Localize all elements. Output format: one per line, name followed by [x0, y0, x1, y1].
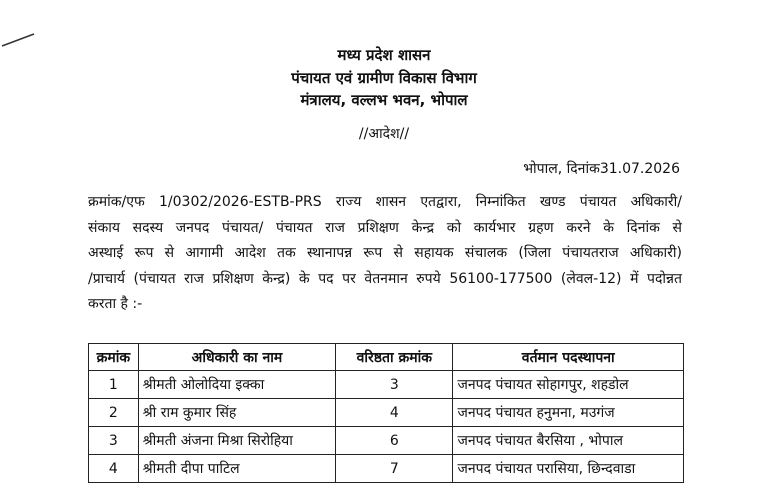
header-officer-name: अधिकारी का नाम	[138, 344, 335, 371]
cell-serial: 1	[89, 371, 139, 399]
header-address: मंत्रालय, वल्लभ भवन, भोपाल	[300, 91, 468, 109]
cell-seniority: 6	[336, 427, 453, 455]
cell-officer-name: श्रीमती दीपा पाटिल	[138, 455, 335, 483]
table-row	[89, 399, 684, 427]
cell-officer-name: श्रीमती ओलोदिया इक्का	[138, 371, 335, 399]
body-line: करता है :-	[88, 296, 143, 312]
header-department: पंचायत एवं ग्रामीण विकास विभाग	[291, 69, 477, 87]
cell-seniority: 7	[336, 455, 453, 483]
table-row	[89, 371, 684, 399]
body-line: क्रमांक/एफ 1/0302/2026-ESTB-PRS राज्य शासन एतद्वारा, निम्नांकित खण्ड पंचायत अधिकारी/	[88, 194, 682, 210]
body-line: अस्थाई रूप से आगामी आदेश तक स्थानापन्न रूप से सहायक संचालक (जिला पंचायतराज अधिकारी)	[88, 245, 682, 261]
officer-table	[88, 343, 684, 483]
order-label: //आदेश//	[358, 126, 410, 142]
cell-posting: जनपद पंचायत परासिया, छिन्दवाडा	[453, 455, 684, 483]
body-line: संकाय सदस्य जनपद पंचायत/ पंचायत राज प्रशिक्षण केन्द्र को कार्यभार ग्रहण करने के दिनांक से	[88, 219, 682, 236]
table-row	[89, 455, 684, 483]
header-serial: क्रमांक	[89, 344, 139, 371]
cell-serial: 3	[89, 427, 139, 455]
date-line: भोपाल, दिनांक31.07.2026	[523, 161, 680, 177]
cell-serial: 4	[89, 455, 139, 483]
cell-seniority: 4	[336, 399, 453, 427]
cell-seniority: 3	[336, 371, 453, 399]
cell-posting: जनपद पंचायत हनुमना, मउगंज	[453, 399, 684, 427]
cell-serial: 2	[89, 399, 139, 427]
order-body	[88, 190, 682, 318]
cell-officer-name: श्री राम कुमार सिंह	[138, 399, 335, 427]
header-seniority: वरिष्ठता क्रमांक	[336, 344, 453, 371]
header-government: मध्य प्रदेश शासन	[337, 46, 431, 64]
table-row	[89, 427, 684, 455]
header-posting: वर्तमान पदस्थापना	[453, 344, 684, 371]
cell-officer-name: श्रीमती अंजना मिश्रा सिरोहिया	[138, 427, 335, 455]
cell-posting: जनपद पंचायत बैरसिया , भोपाल	[453, 427, 684, 455]
table-header-row	[89, 344, 684, 371]
body-line: /प्राचार्य (पंचायत राज प्रशिक्षण केन्द्र) के पद पर वेतनमान रुपये 56100-177500 (लेवल-12) में पदोन्नत	[88, 270, 682, 287]
cell-posting: जनपद पंचायत सोहागपुर, शहडोल	[453, 371, 684, 399]
